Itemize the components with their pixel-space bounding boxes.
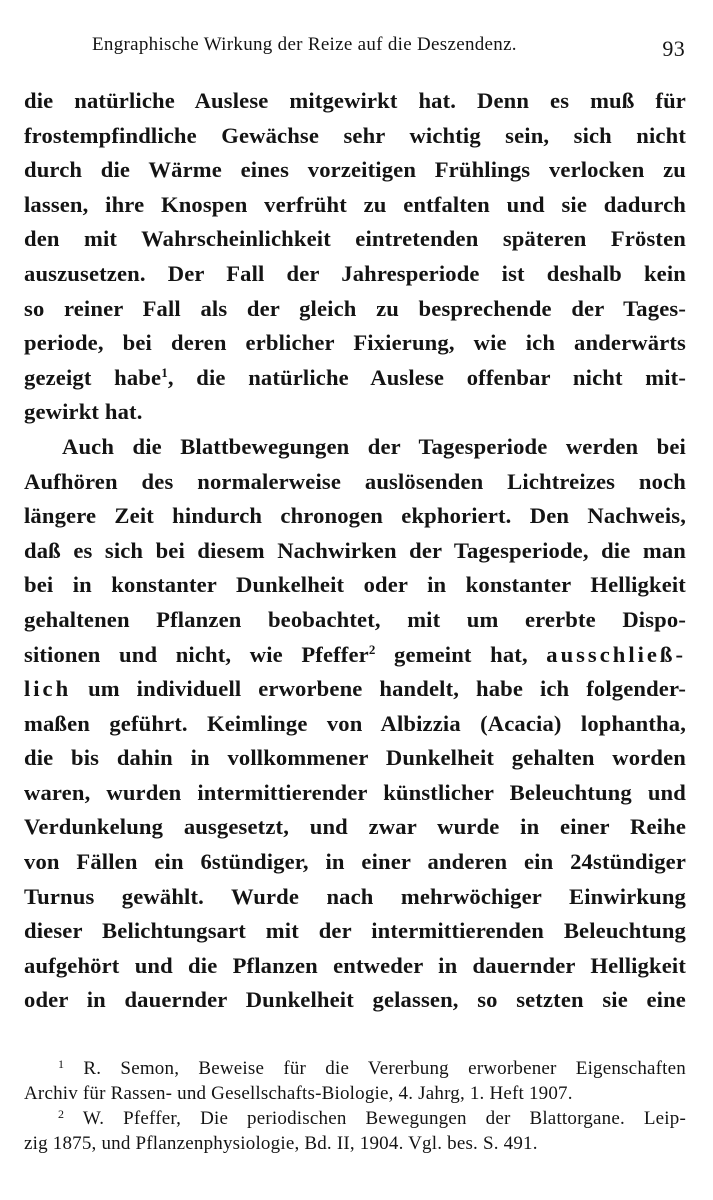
text-line: gewirkt hat. [24, 399, 143, 425]
text-line: bei in konstanter Dunkelheit oder in konstanter Helligkeit [24, 572, 686, 598]
footnote-marker: 2 [58, 1107, 65, 1121]
text-line [24, 672, 686, 707]
footnote-text: R. Semon, Beweise für die Vererbung erworbener Eigenschaften [83, 1058, 686, 1079]
text-line: die bis dahin in vollkommener Dunkelheit gehalten worden [24, 745, 686, 771]
text-line: Auch die Blattbewegungen der Tagesperiode werden bei [62, 433, 686, 459]
footnote-1 [24, 1056, 686, 1081]
text-line: dieser Belichtungsart mit der intermittierenden Beleuchtung [24, 918, 686, 944]
body-text [24, 84, 686, 1018]
text-line: von Fällen ein 6stündiger, in einer anderen ein 24stündiger [24, 849, 686, 875]
text-line: gehaltenen Pflanzen beobachtet, mit um ererbte Dispo- [24, 606, 686, 632]
text-line: Aufhören des normalerweise auslösenden Lichtreizes noch [24, 468, 686, 494]
text-fragment: gemeint hat, [375, 641, 547, 667]
page-number: 93 [662, 36, 685, 61]
footnote-1-cont: Archiv für Rassen- und Gesellschafts-Biologie, 4. Jahrg, 1. Heft 1907. [24, 1083, 573, 1104]
running-title: Engraphische Wirkung der Reize auf die Deszendenz. [92, 34, 517, 55]
text-line [24, 361, 686, 396]
footnotes [24, 1056, 686, 1156]
running-head [92, 34, 685, 64]
text-line: aufgehört und die Pflanzen entweder in dauernder Helligkeit [24, 952, 686, 978]
text-line: frostempfindliche Gewächse sehr wichtig sein, sich nicht [24, 122, 686, 148]
footnote-text: W. Pfeffer, Die periodischen Bewegungen der Blattorgane. Leip- [82, 1108, 686, 1129]
text-line: daß es sich bei diesem Nachwirken der Tagesperiode, die man [24, 537, 686, 563]
footnote-marker: 1 [58, 1057, 65, 1071]
footnote-ref-1[interactable]: 1 [161, 364, 168, 380]
text-line: den mit Wahrscheinlichkeit eintretenden späteren Frösten [24, 226, 686, 252]
text-line: durch die Wärme eines vorzeitigen Frühlings verlocken zu [24, 157, 686, 183]
text-line: maßen geführt. Keimlinge von Albizzia (Acacia) lophantha, [24, 710, 686, 736]
text-fragment: , die natürliche Auslese offenbar nicht mit- [167, 364, 686, 390]
emphasized-text: lich [24, 676, 72, 702]
text-line: lassen, ihre Knospen verfrüht zu entfalten und sie dadurch [24, 191, 686, 217]
text-line: waren, wurden intermittierender künstlicher Beleuchtung und [24, 779, 686, 805]
text-line: längere Zeit hindurch chronogen ekphoriert. Den Nachweis, [24, 503, 686, 529]
text-line: oder in dauernder Dunkelheit gelassen, so setzten sie eine [24, 987, 686, 1013]
text-line: auszusetzen. Der Fall der Jahresperiode ist deshalb kein [24, 260, 686, 286]
text-line: so reiner Fall als der gleich zu besprechende der Tages- [24, 295, 686, 321]
text-line: Turnus gewählt. Wurde nach mehrwöchiger Einwirkung [24, 883, 686, 909]
text-fragment: gezeigt habe [24, 364, 162, 390]
footnote-2 [24, 1106, 686, 1131]
text-line: Verdunkelung ausgesetzt, und zwar wurde in einer Reihe [24, 814, 686, 840]
text-fragment: um individuell erworbene handelt, habe ich folgender- [71, 676, 686, 702]
text-fragment: sitionen und nicht, wie Pfeffer [24, 641, 369, 667]
footnote-2-cont: zig 1875, und Pflanzenphysiologie, Bd. II, 1904. Vgl. bes. S. 491. [24, 1133, 538, 1154]
text-line [24, 638, 686, 673]
text-line: die natürliche Auslese mitgewirkt hat. Denn es muß für [24, 88, 686, 113]
footnote-ref-2[interactable]: 2 [368, 641, 376, 657]
text-line: periode, bei deren erblicher Fixierung, wie ich anderwärts [24, 330, 686, 356]
emphasized-text: ausschließ- [546, 641, 686, 667]
